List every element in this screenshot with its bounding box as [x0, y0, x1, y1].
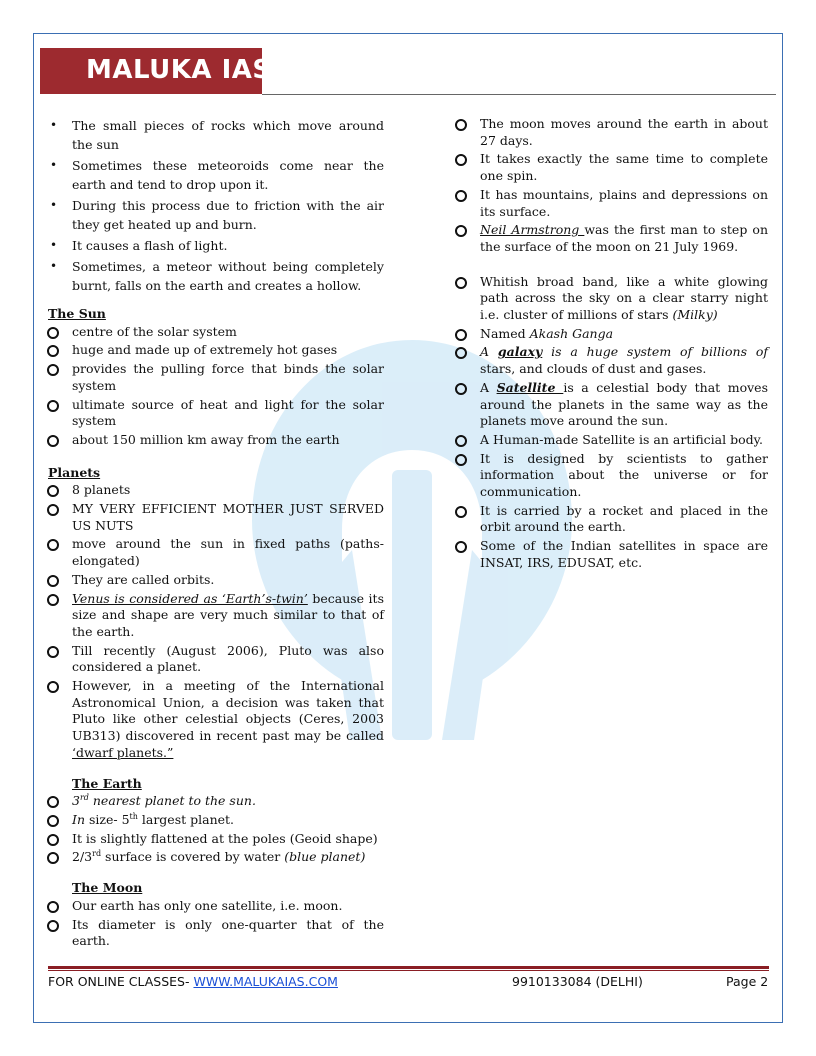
- list-item: Its diameter is only one-quarter that of the earth.: [48, 917, 384, 950]
- list-item: • During this process due to friction with the air they get heated up and burn.: [50, 198, 384, 232]
- circle-bullet-icon: [455, 190, 467, 202]
- circle-bullet-icon: [455, 277, 467, 289]
- list-item: 3rd nearest planet to the sun.: [48, 793, 384, 810]
- circle-bullet-icon: [47, 834, 59, 846]
- circle-bullet-icon: [47, 539, 59, 551]
- circle-bullet-icon: [47, 796, 59, 808]
- bullet-dot-icon: •: [50, 259, 58, 273]
- sun-list: [48, 324, 384, 449]
- logo-text: MALUKA IAS: [86, 55, 272, 85]
- moon-list-left: [48, 898, 384, 950]
- list-item: • Sometimes these meteoroids come near the earth and tend to drop upon it.: [50, 158, 384, 192]
- list-item: 2/3rd surface is covered by water (blue planet): [48, 849, 384, 866]
- bullet-dot-icon: •: [50, 118, 58, 132]
- circle-bullet-icon: [47, 901, 59, 913]
- list-item: Neil Armstrong was the first man to step on the surface of the moon on 21 July 1969.: [456, 222, 768, 255]
- circle-bullet-icon: [47, 594, 59, 606]
- circle-bullet-icon: [455, 154, 467, 166]
- meteor-bullet-list: [48, 116, 384, 295]
- list-item: move around the sun in fixed paths (paths- elongated): [48, 536, 384, 569]
- planets-list: [48, 482, 384, 761]
- circle-bullet-icon: [455, 383, 467, 395]
- circle-bullet-icon: [47, 646, 59, 658]
- circle-bullet-icon: [47, 485, 59, 497]
- footer-rule-thin: [48, 970, 769, 971]
- circle-bullet-icon: [455, 541, 467, 553]
- circle-bullet-icon: [455, 347, 467, 359]
- circle-bullet-icon: [47, 575, 59, 587]
- sun-heading: The Sun: [48, 306, 106, 321]
- circle-bullet-icon: [455, 435, 467, 447]
- circle-bullet-icon: [47, 327, 59, 339]
- circle-bullet-icon: [455, 119, 467, 131]
- circle-bullet-icon: [455, 329, 467, 341]
- list-item: It takes exactly the same time to complete one spin.: [456, 151, 768, 184]
- footer-phone: 9910133084 (DELHI): [512, 974, 643, 989]
- circle-bullet-icon: [455, 454, 467, 466]
- list-item: However, in a meeting of the International Astronomical Union, a decision was taken that Pluto like other celestial objects (Ceres, 2003 UB313) discovered in recent past may be called ‘dwarf planets.”: [48, 678, 384, 762]
- planets-heading: Planets: [48, 464, 101, 480]
- list-item: It has mountains, plains and depressions on its surface.: [456, 187, 768, 220]
- list-item: provides the pulling force that binds the solar system: [48, 361, 384, 394]
- header-rule: [262, 94, 776, 95]
- earth-heading: The Earth: [72, 775, 142, 791]
- circle-bullet-icon: [47, 345, 59, 357]
- list-item: The moon moves around the earth in about 27 days.: [456, 116, 768, 149]
- list-item: • The small pieces of rocks which move around the sun: [50, 118, 384, 152]
- list-item: centre of the solar system: [48, 324, 384, 341]
- list-item: Some of the Indian satellites in space are INSAT, IRS, EDUSAT, etc.: [456, 538, 768, 571]
- circle-bullet-icon: [47, 400, 59, 412]
- earth-list: [48, 793, 384, 866]
- list-item: about 150 million km away from the earth: [48, 432, 384, 449]
- list-item: A Satellite is a celestial body that moves around the planets in the same way as the planets move around the sun.: [456, 380, 768, 430]
- list-item: 8 planets: [48, 482, 384, 499]
- list-item: • Sometimes, a meteor without being completely burnt, falls on the earth and creates a hollow.: [50, 259, 384, 293]
- logo-banner: [40, 48, 272, 94]
- footer-rule: [48, 966, 769, 969]
- list-item: They are called orbits.: [48, 572, 384, 589]
- circle-bullet-icon: [47, 681, 59, 693]
- moon-list-right: [456, 116, 768, 256]
- circle-bullet-icon: [455, 225, 467, 237]
- list-item: A galaxy is a huge system of billions of stars, and clouds of dust and gases.: [456, 344, 768, 377]
- circle-bullet-icon: [455, 506, 467, 518]
- list-item: It is slightly flattened at the poles (Geoid shape): [48, 831, 384, 848]
- footer-prefix: FOR ONLINE CLASSES-: [48, 974, 194, 989]
- left-column: [48, 116, 384, 952]
- list-item: Till recently (August 2006), Pluto was also considered a planet.: [48, 643, 384, 676]
- bullet-dot-icon: •: [50, 158, 58, 172]
- circle-bullet-icon: [47, 920, 59, 932]
- circle-bullet-icon: [47, 852, 59, 864]
- bullet-dot-icon: •: [50, 198, 58, 212]
- list-item: • It causes a flash of light.: [50, 238, 228, 253]
- list-item: huge and made up of extremely hot gases: [48, 342, 384, 359]
- bullet-dot-icon: •: [50, 238, 58, 252]
- list-item: Venus is considered as ‘Earth’s-twin’ because its size and shape are very much similar to that of the earth.: [48, 591, 384, 641]
- list-item: Named Akash Ganga: [456, 326, 768, 343]
- list-item: Whitish broad band, like a white glowing path across the sky on a clear starry night i.e. cluster of millions of stars (Milky): [456, 274, 768, 324]
- list-item: ultimate source of heat and light for the solar system: [48, 397, 384, 430]
- circle-bullet-icon: [47, 504, 59, 516]
- list-item: A Human-made Satellite is an artificial body.: [456, 432, 768, 449]
- list-item: In size- 5th largest planet.: [48, 812, 384, 829]
- footer-online-classes: [48, 974, 338, 989]
- circle-bullet-icon: [47, 364, 59, 376]
- list-item: It is designed by scientists to gather information about the universe or for communication.: [456, 451, 768, 501]
- list-item: MY VERY EFFICIENT MOTHER JUST SERVED US NUTS: [48, 501, 384, 534]
- list-item: It is carried by a rocket and placed in the orbit around the earth.: [456, 503, 768, 536]
- moon-heading: The Moon: [72, 880, 143, 896]
- website-link[interactable]: WWW.MALUKAIAS.COM: [193, 974, 338, 989]
- circle-bullet-icon: [47, 815, 59, 827]
- galaxy-satellite-list: [456, 274, 768, 572]
- list-item: Our earth has only one satellite, i.e. moon.: [48, 898, 384, 915]
- page-number: Page 2: [726, 974, 769, 989]
- right-column: [456, 116, 768, 574]
- circle-bullet-icon: [47, 435, 59, 447]
